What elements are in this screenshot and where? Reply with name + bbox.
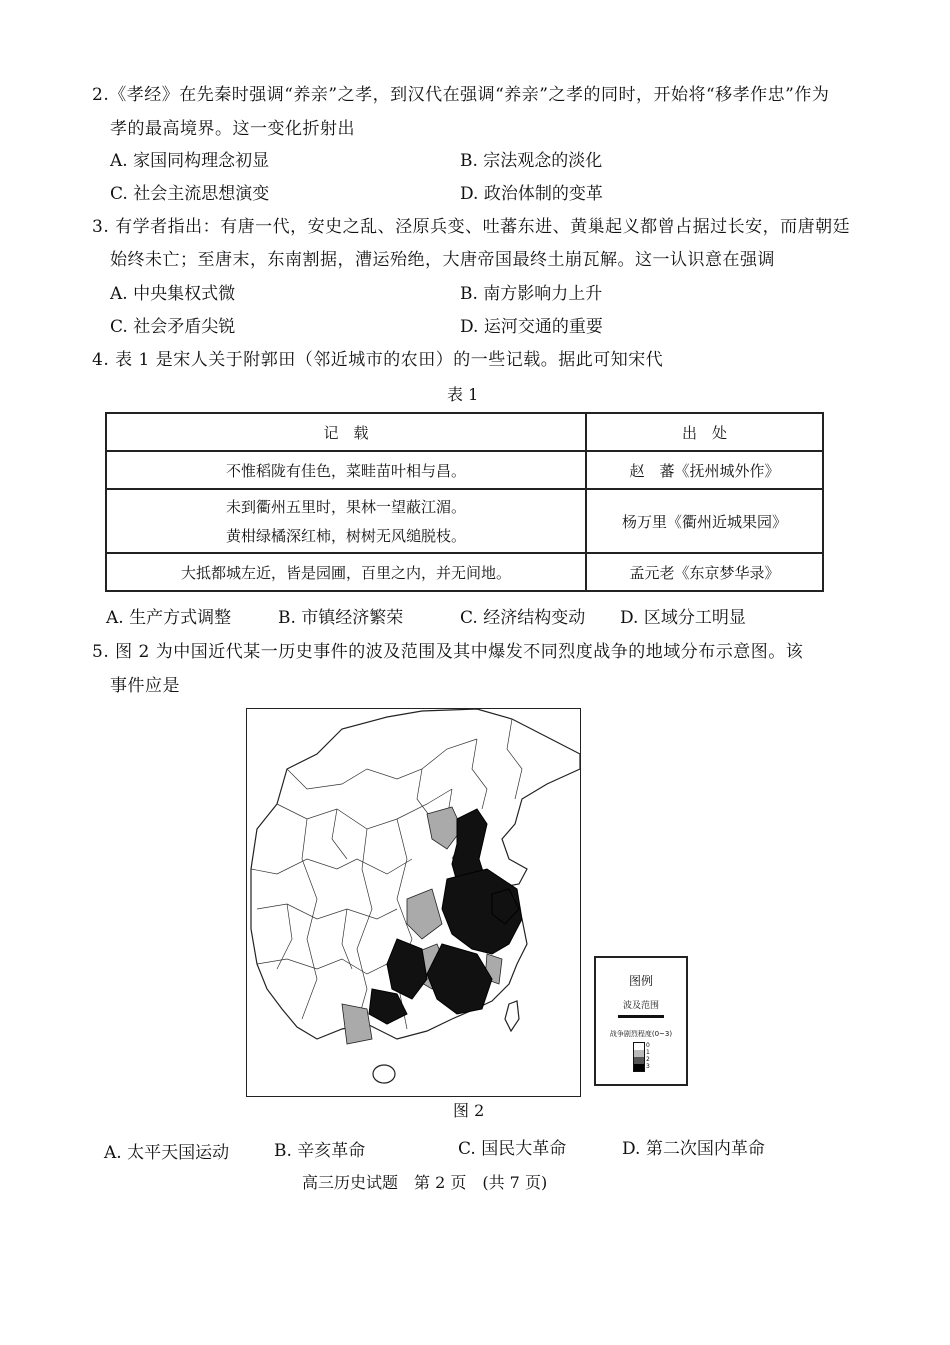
q3-option-a: A. 中央集权式微: [110, 284, 236, 304]
table-caption: 表 1: [447, 385, 479, 404]
record-text: 不惟稻陇有佳色，菜畦苗叶相与昌。: [225, 461, 466, 480]
legend-intensity-scale: [633, 1042, 645, 1072]
q3-option-c: C. 社会矛盾尖锐: [110, 317, 236, 337]
q4-option-d: D. 区域分工明显: [620, 608, 746, 628]
table-row: [106, 553, 823, 591]
q5-option-a: A. 太平天国运动: [104, 1143, 230, 1163]
q5-option-b: B. 辛亥革命: [274, 1141, 366, 1161]
china-map-figure: [246, 708, 581, 1097]
legend-level: 3: [646, 1063, 650, 1070]
legend-level: 2: [646, 1056, 650, 1063]
table-row: [106, 451, 823, 489]
q2-stem-line2: 孝的最高境界。这一变化折射出: [110, 119, 355, 139]
q3-option-d: D. 运河交通的重要: [460, 317, 603, 337]
q5-option-c: C. 国民大革命: [458, 1139, 567, 1159]
source-cell: 孟元老《东京梦华录》: [586, 553, 823, 591]
table-row: [106, 489, 823, 553]
record-text: 未到衢州五里时，果林一望蔽江湄。: [225, 498, 466, 516]
page-footer: 高三历史试题 第 2 页 (共 7 页): [302, 1173, 548, 1192]
record-cell: [106, 553, 586, 591]
record-cell: [106, 489, 586, 553]
header-source: 出 处: [586, 413, 823, 451]
legend-scope-line: [618, 1015, 664, 1018]
q3-stem-line1: 3. 有学者指出：有唐一代，安史之乱、泾原兵变、吐蕃东进、黄巢起义都曾占据过长安，而唐朝廷: [92, 217, 851, 237]
record-cell: [106, 451, 586, 489]
legend-intensity-label: 战争剧烈程度(0~3): [609, 1030, 673, 1038]
q5-option-d: D. 第二次国内革命: [622, 1139, 765, 1159]
legend-levels: [646, 1042, 650, 1070]
q4-option-c: C. 经济结构变动: [460, 608, 586, 628]
q4-option-a: A. 生产方式调整: [106, 608, 232, 628]
source-cell: 赵 蕃《抚州城外作》: [586, 451, 823, 489]
header-records: 记 载: [106, 413, 586, 451]
legend-title: 图例: [628, 974, 653, 988]
record-text: 黄柑绿橘深红柿，树树无风缒脱枝。: [225, 527, 466, 545]
q4-option-b: B. 市镇经济繁荣: [278, 608, 404, 628]
q5-stem-line2: 事件应是: [110, 676, 180, 696]
legend-scope-label: 波及范围: [622, 1001, 659, 1011]
q2-option-b: B. 宗法观念的淡化: [460, 151, 603, 171]
map-drawing: [247, 709, 580, 1096]
figure-caption: 图 2: [453, 1101, 485, 1120]
map-legend: [594, 956, 688, 1086]
records-table: [105, 412, 824, 592]
q2-stem-line1: 2.《孝经》在先秦时强调“养亲”之孝，到汉代在强调“养亲”之孝的同时，开始将“移孝作忠”作为: [92, 85, 830, 105]
q3-stem-line2: 始终未亡；至唐末，东南割据，漕运殆绝，大唐帝国最终土崩瓦解。这一认识意在强调: [110, 250, 775, 270]
q2-option-d: D. 政治体制的变革: [460, 184, 603, 204]
q4-stem: 4. 表 1 是宋人关于附郭田（邻近城市的农田）的一些记载。据此可知宋代: [92, 350, 664, 370]
record-text: 大抵都城左近，皆是园圃，百里之内，并无间地。: [180, 563, 511, 582]
legend-level: 0: [646, 1042, 650, 1049]
table-header-row: [106, 413, 823, 451]
source-cell: 杨万里《衢州近城果园》: [586, 489, 823, 553]
q2-option-c: C. 社会主流思想演变: [110, 184, 270, 204]
q5-stem-line1: 5. 图 2 为中国近代某一历史事件的波及范围及其中爆发不同烈度战争的地域分布示意图。该: [92, 642, 804, 662]
q2-option-a: A. 家国同构理念初显: [110, 151, 270, 171]
legend-level: 1: [646, 1049, 650, 1056]
q3-option-b: B. 南方影响力上升: [460, 284, 603, 304]
